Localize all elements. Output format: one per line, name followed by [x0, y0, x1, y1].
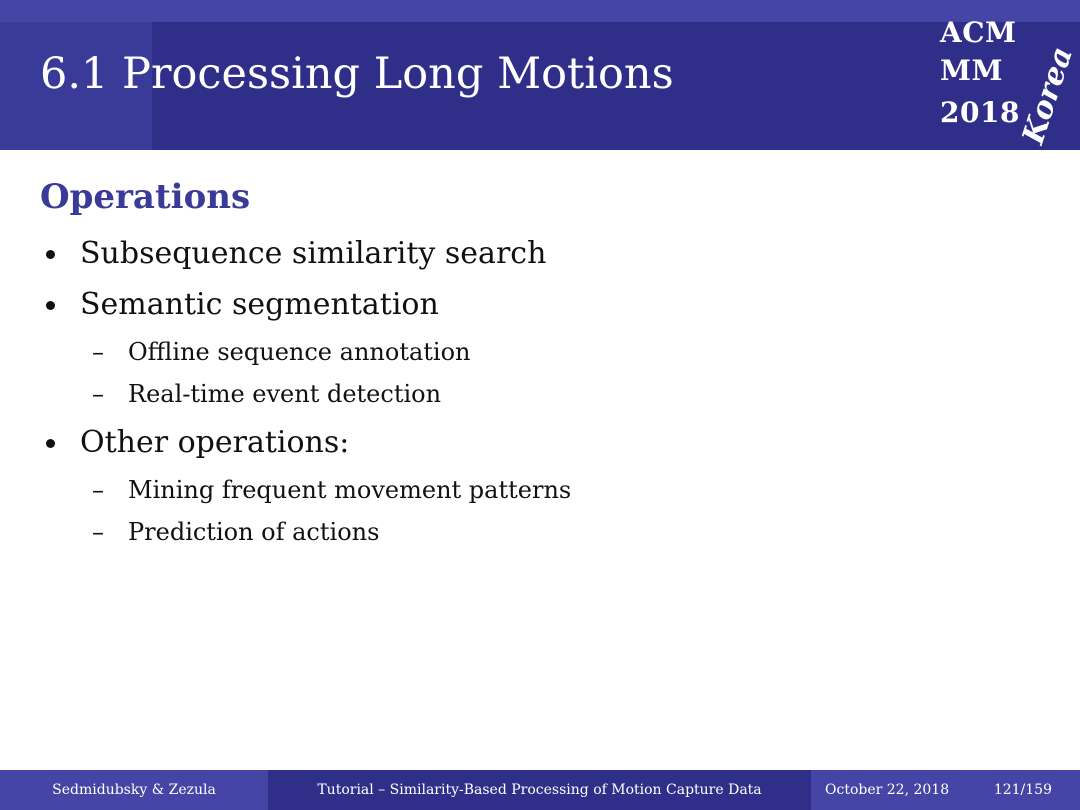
- header-top-band: [0, 0, 1080, 22]
- footer-date: October 22, 2018: [825, 782, 950, 798]
- sub-bullet-text: Prediction of actions: [128, 518, 380, 546]
- sub-bullet-item: [92, 516, 379, 548]
- bullet-text: Other operations:: [80, 425, 350, 460]
- acm-mm-logo: [936, 16, 1080, 149]
- footer-tutorial-title: [268, 770, 811, 810]
- bullet-item: [40, 423, 349, 474]
- dash-icon: –: [92, 476, 104, 504]
- sub-bullet-item: [92, 474, 571, 506]
- footer-authors: [0, 770, 268, 810]
- bullet-item: [40, 234, 546, 285]
- sub-bullet-text: Offline sequence annotation: [128, 338, 471, 366]
- bullet-icon: [40, 423, 70, 463]
- footer-tutorial-text: Tutorial – Similarity-Based Processing of Motion Capture Data: [317, 782, 762, 798]
- footer-meta: [811, 770, 1080, 810]
- dash-icon: –: [92, 380, 104, 408]
- sub-bullet-text: Real-time event detection: [128, 380, 442, 408]
- footer-authors-text: Sedmidubsky & Zezula: [52, 782, 216, 798]
- footer-page-number: 121/159: [993, 782, 1052, 798]
- dash-icon: –: [92, 518, 104, 546]
- bullet-icon: [40, 234, 70, 274]
- sub-bullet-item: [92, 378, 441, 410]
- bullet-icon: [40, 285, 70, 325]
- slide-content: [0, 150, 1080, 770]
- logo-year-text: 2018: [940, 96, 1020, 129]
- logo-acm-text: ACM: [940, 16, 1017, 49]
- logo-korea-script: Korea: [1015, 42, 1080, 149]
- sub-bullet-item: [92, 336, 471, 368]
- bullet-item: [40, 285, 439, 336]
- header-bar: [0, 0, 1080, 150]
- bullet-text: Semantic segmentation: [80, 287, 439, 322]
- dash-icon: –: [92, 338, 104, 366]
- slide-title: 6.1 Processing Long Motions: [40, 49, 674, 99]
- sub-bullet-text: Mining frequent movement patterns: [128, 476, 572, 504]
- bullet-text: Subsequence similarity search: [80, 236, 547, 271]
- logo-mm-text: MM: [940, 54, 1003, 87]
- footer-bar: [0, 770, 1080, 810]
- section-title: Operations: [40, 177, 251, 217]
